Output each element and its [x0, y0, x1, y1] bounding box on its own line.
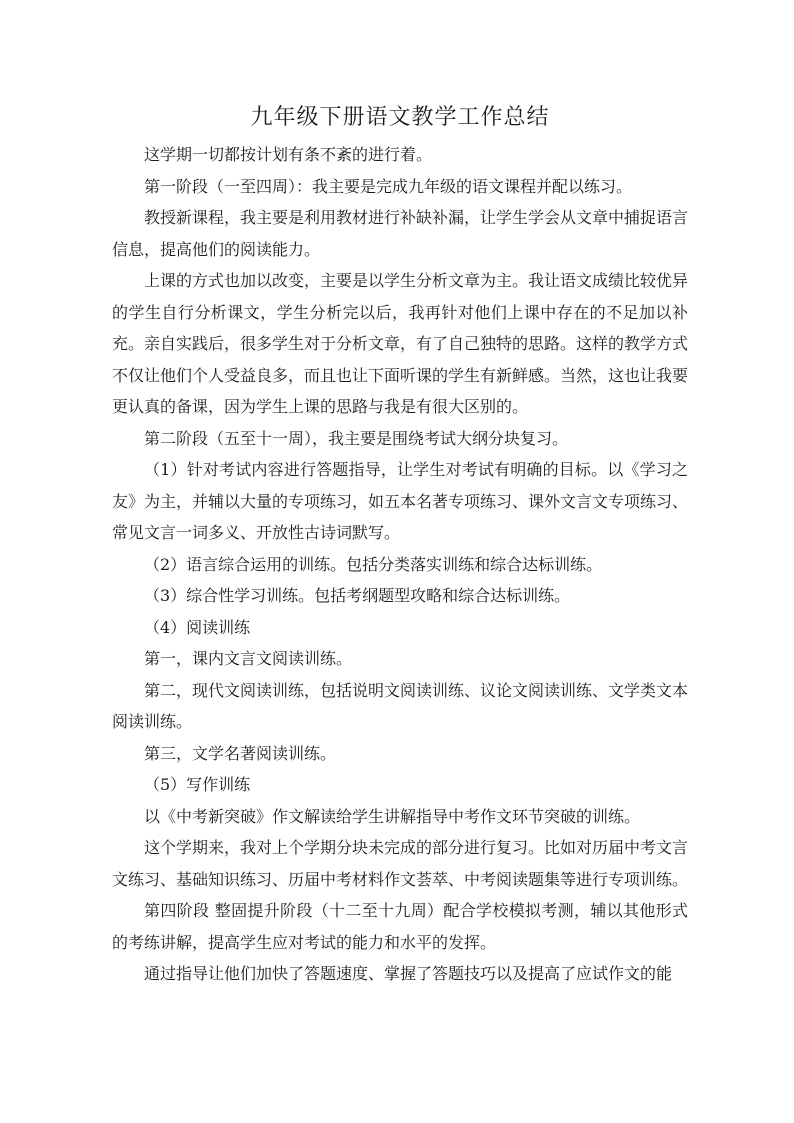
paragraph: 通过指导让他们加快了答题速度、掌握了答题技巧以及提高了应试作文的能: [144, 964, 673, 983]
paragraph: （2）语言综合运用的训练。包括分类落实训练和综合达标训练。: [144, 554, 603, 574]
paragraph: 上课的方式也加以改变，主要是以学生分析文章为主。我让语文成绩比较优异的学生自行分析课文，学生分析完以后，我再针对他们上课中存在的不足加以补充。亲自实践后，很多学生对于分析文章，有了自己独特的思路。这样的教学方式不仅让他们个人受益良多，而且也让下面听课的学生有新鲜感。当然，这也让我要更认真的备课，因为学生上课的思路与我是有很大区别的。: [112, 271, 689, 416]
paragraph: 第一阶段（一至四周）：我主要是完成九年级的语文课程并配以练习。: [144, 176, 633, 196]
paragraph: （3）综合性学习训练。包括考纲题型攻略和综合达标训练。: [144, 586, 571, 605]
paragraph: （5）写作训练: [144, 775, 251, 794]
paragraph: 第一，课内文言文阅读训练。: [144, 649, 353, 668]
paragraph: 这学期一切都按计划有条不紊的进行着。: [144, 145, 433, 164]
paragraph: 以《中考新突破》作文解读给学生讲解指导中考作文环节突破的训练。: [144, 806, 641, 826]
paragraph: （4）阅读训练: [144, 617, 251, 637]
paragraph: （1）针对考试内容进行答题指导，让学生对考试有明确的目标。以《学习之友》为主，并辅以大量的专项练习，如五本名著专项练习、课外文言文专项练习、常见文言一词多义、开放性古诗词默写。: [112, 460, 689, 542]
paragraph: 这个学期来，我对上个学期分块未完成的部分进行复习。比如对历届中考文言文练习、基础知识练习、历届中考材料作文荟萃、中考阅读题集等进行专项训练。: [112, 838, 689, 889]
document-body: [112, 100, 688, 990]
paragraph: 教授新课程，我主要是利用教材进行补缺补漏，让学生学会从文章中捕捉语言信息，提高他们的阅读能力。: [112, 208, 689, 259]
paragraph: 第二阶段（五至十一周），我主要是围绕考试大纲分块复习。: [144, 428, 569, 448]
paragraph: 第三，文学名著阅读训练。: [144, 743, 337, 763]
paragraph: 第四阶段 整固提升阶段（十二至十九周）配合学校模拟考测，辅以其他形式的考练讲解，提高学生应对考试的能力和水平的发挥。: [112, 901, 688, 952]
paragraph: 第二，现代文阅读训练，包括说明文阅读训练、议论文阅读训练、文学类文本阅读训练。: [112, 680, 689, 731]
document-title: 九年级下册语文教学工作总结: [250, 105, 550, 130]
